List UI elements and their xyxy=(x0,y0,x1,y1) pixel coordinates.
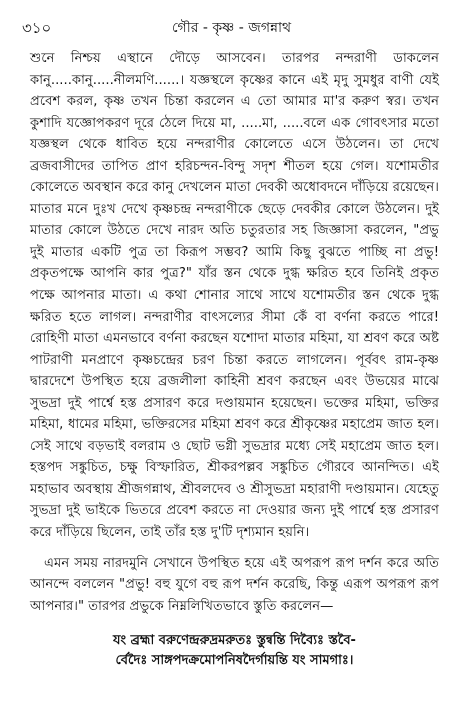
running-title: গৌর - কৃষ্ণ - জগন্নাথ xyxy=(171,20,292,36)
verse-line: র্বেদৈঃ সাঙ্গপদক্রমোপনিষদৈর্গায়ন্তি যং সামগাঃ। xyxy=(115,653,354,668)
sanskrit-verse xyxy=(30,631,439,671)
page-number: ৩১০ xyxy=(22,19,52,37)
paragraph: শুনে নিশ্চয় এস্থানে দৌড়ে আসবেন। তারপর নন্দরাণী ডাকলেন কানু.....কানু.....নীলমণি......। যজ্ঞস্থলে কৃষ্ণের কানে এই মৃদু সুমধুর বাণী যেই প্রবেশ করল, কৃষ্ণ তখন চিন্তা করলেন এ তো আমার মা'র করুণ স্বর। তখন কুশাদি যজ্ঞোপকরণ দূরে ঠেলে দিয়ে মা, .....মা, .....বলে এক গোবৎসার মতো যজ্ঞস্থল থেকে ধাবিত হয়ে নন্দরাণীর কোলেতে এসে উঠলেন। তা দেখে ব্রজবাসীদের তাপিত প্রাণ হরিচন্দন-বিন্দু সদৃশ শীতল হয়ে গেল। যশোমতীর কোলেতে অবস্থান করে কানু দেখলেন মাতা দেবকী অধোবদনে দাঁড়িয়ে রয়েছেন। মাতার মনে দুঃখ দেখে কৃষ্ণচন্দ্র নন্দরাণীকে ছেড়ে দেবকীর কোলে উঠলেন। দুই মাতার কোলে উঠতে দেখে নারদ অতি চতুরতার সহ জিজ্ঞাসা করলেন, "প্রভু দুই মাতার একটি পুত্র তা কিরূপ সম্ভব? আমি কিছু বুঝতে পাচ্ছি না প্রভু! প্রকৃতপক্ষে আপনি কার পুত্র?" যাঁর স্তন থেকে দুগ্ধ ক্ষরিত হবে তিনিই প্রকৃত পক্ষে আপনার মাতা। এ কথা শোনার সাথে সাথে যশোমতীর স্তন থেকে দুগ্ধ ক্ষরিত হতে লাগল। নন্দরাণীর বাৎসল্যের সীমা কেঁ বা বর্ণনা করতে পারে! রোহিণী মাতা এমনভাবে বর্ণনা করছেন যশোদা মাতার মহিমা, যা শ্রবণ করে অষ্ট পাটরাণী মনপ্রাণে কৃষ্ণচন্দ্রের চরণ চিন্তা করতে লাগলেন। পূর্ববৎ রাম-কৃষ্ণ দ্বারদেশে উপস্থিত হয়ে ব্রজলীলা কাহিনী শ্রবণ করছেন এবং উভয়ের মাঝে সুভদ্রা দুই পার্শ্বে হস্ত প্রসারণ করে দণ্ডায়মান হয়েছেন। ভক্তের মহিমা, ভক্তির মহিমা, ধামের মহিমা, ভক্তিরসের মহিমা শ্রবণ করে শ্রীকৃষ্ণের মহাপ্রেম জাত হল। সেই সাথে বড়ভাই বলরাম ও ছোট ভগ্নী সুভদ্রার মধ্যে সেই মহাপ্রেম জাত হল। হস্তপদ সঙ্কুচিত, চক্ষু বিস্ফারিত, শ্রীকরপল্লব সঙ্কুচিত গৌরবে আনন্দিত। এই মহাভাব অবস্থায় শ্রীজগন্নাথ, শ্রীবলদেব ও শ্রীসুভদ্রা মহারাণী দণ্ডায়মান। যেহেতু সুভদ্রা দুই ভাইকে ভিতরে প্রবেশ করতে না দেওয়ার জন্য দুই পার্শ্বে হস্ত প্রসারণ করে দাঁড়িয়ে ছিলেন, তাই তাঁর হস্ত দু'টি দৃশ্যমান হয়নি। xyxy=(30,51,439,541)
paragraph: এমন সময় নারদমুনি সেখানে উপস্থিত হয়ে এই অপরূপ রূপ দর্শন করে অতি আনন্দে বললেন "প্রভু! বহু যুগে বহু রূপ দর্শন করেছি, কিন্তু এরূপ অপরূপ রূপ আপনার।" তারপর প্রভুকে নিম্নলিখিতভাবে স্তুতি করলেন— xyxy=(30,555,439,614)
page-header xyxy=(22,18,441,38)
body-text xyxy=(30,48,439,617)
verse-line: যং ব্রহ্মা বরুণেন্দ্ররুদ্রমরুতঃ স্তুন্বন্তি দিব্যৈঃ স্তবৈ- xyxy=(113,633,356,648)
